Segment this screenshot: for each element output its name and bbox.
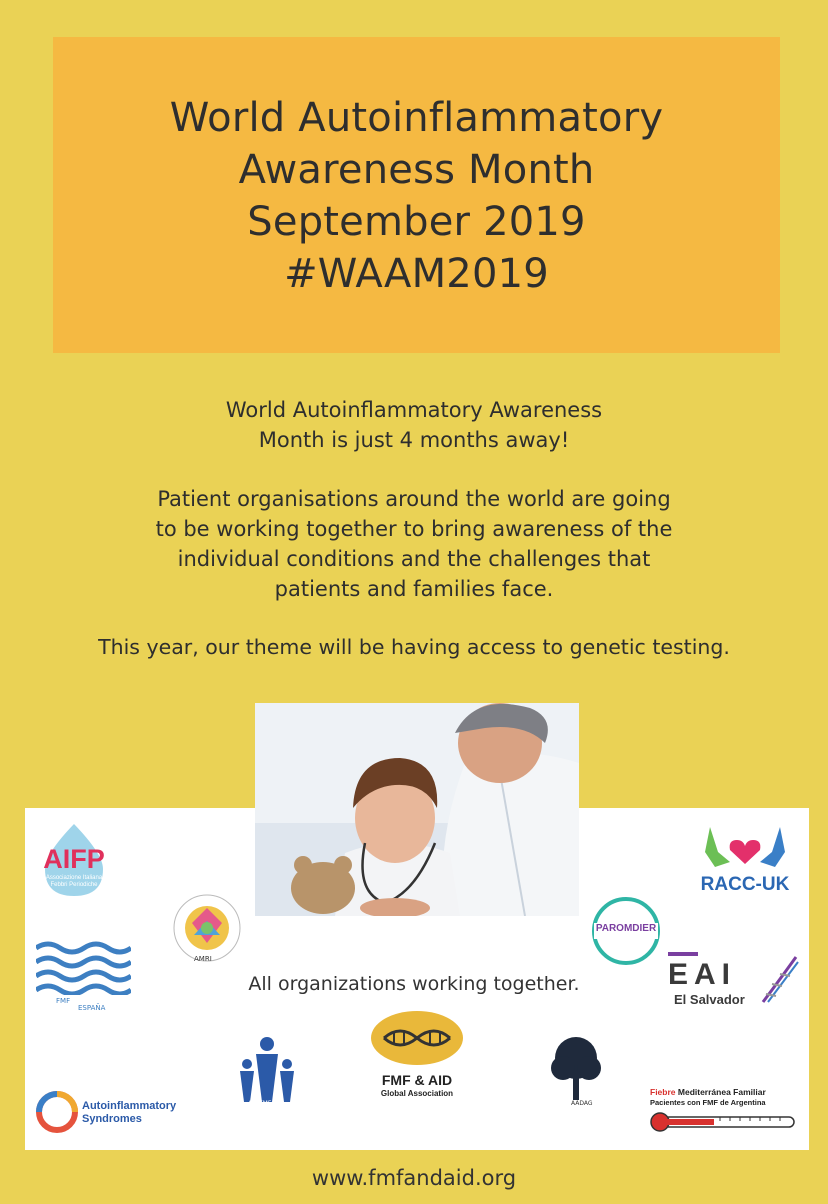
aifp-logo (35, 824, 113, 896)
autoinflammatory-syndromes-logo (36, 1090, 176, 1136)
racc-uk-logo (690, 822, 800, 897)
aifp-sub-2: Febbri Periodiche (50, 882, 98, 888)
fmf-aid-logo (370, 1010, 464, 1105)
fiebre-mediterranea-logo (650, 1087, 800, 1137)
syndromes-label: Syndromes (82, 1113, 142, 1125)
am-fmf-logo (238, 1036, 296, 1110)
fmf-espana-label-2: ESPAÑA (78, 1004, 106, 1012)
eai-sub-label: El Salvador (674, 992, 745, 1007)
autoinflammatory-label: Autoinflammatory (82, 1100, 177, 1112)
paromdier-logo (588, 895, 664, 967)
fmf-aid-label: FMF & AID (381, 1072, 453, 1088)
amri-logo (172, 893, 242, 965)
body-line-4: patients and families face. (274, 577, 554, 601)
tagline: All organizations working together. (248, 973, 580, 995)
aadag-label: AADAG (571, 1100, 593, 1107)
eai-label: EAI (668, 958, 737, 991)
fiebre-title (650, 1087, 766, 1097)
body-line-2: to be working together to bring awareness of the (155, 517, 673, 541)
theme-text: This year, our theme will be having access to genetic testing. (98, 635, 730, 659)
body-line-1: Patient organisations around the world are going (157, 487, 671, 511)
banner-title-line-1: World Autoinflammatory (169, 95, 664, 141)
aadag-logo (545, 1036, 607, 1110)
amri-label: AMRI (194, 955, 212, 963)
website-link[interactable]: www.fmfandaid.org (311, 1166, 517, 1190)
racc-uk-label: RACC-UK (700, 874, 790, 895)
header-banner (53, 37, 780, 353)
banner-hashtag: #WAAM2019 (284, 251, 549, 297)
banner-date: September 2019 (247, 199, 586, 245)
aifp-label: AIFP (43, 844, 105, 874)
intro-line-1: World Autoinflammatory Awareness (225, 398, 603, 422)
aifp-sub-1: Associazione Italiana (45, 875, 103, 881)
banner-title-line-2: Awareness Month (238, 147, 595, 193)
fmf-aid-sub-label: Global Association (380, 1089, 454, 1098)
paromdier-label: PAROMDIER (595, 923, 657, 934)
fiebre-title-part-1: Fiebre (650, 1087, 676, 1097)
intro-line-2: Month is just 4 months away! (258, 428, 570, 452)
doctor-child-photo (255, 703, 579, 916)
body-line-3: individual conditions and the challenges that (177, 547, 651, 571)
am-fmf-label: AM FMF (248, 1100, 272, 1107)
fiebre-title-part-2: Mediterránea Familiar (677, 1087, 766, 1097)
fiebre-subtitle: Pacientes con FMF de Argentina (650, 1098, 766, 1107)
fmf-espana-label-1: FMF (56, 997, 71, 1005)
